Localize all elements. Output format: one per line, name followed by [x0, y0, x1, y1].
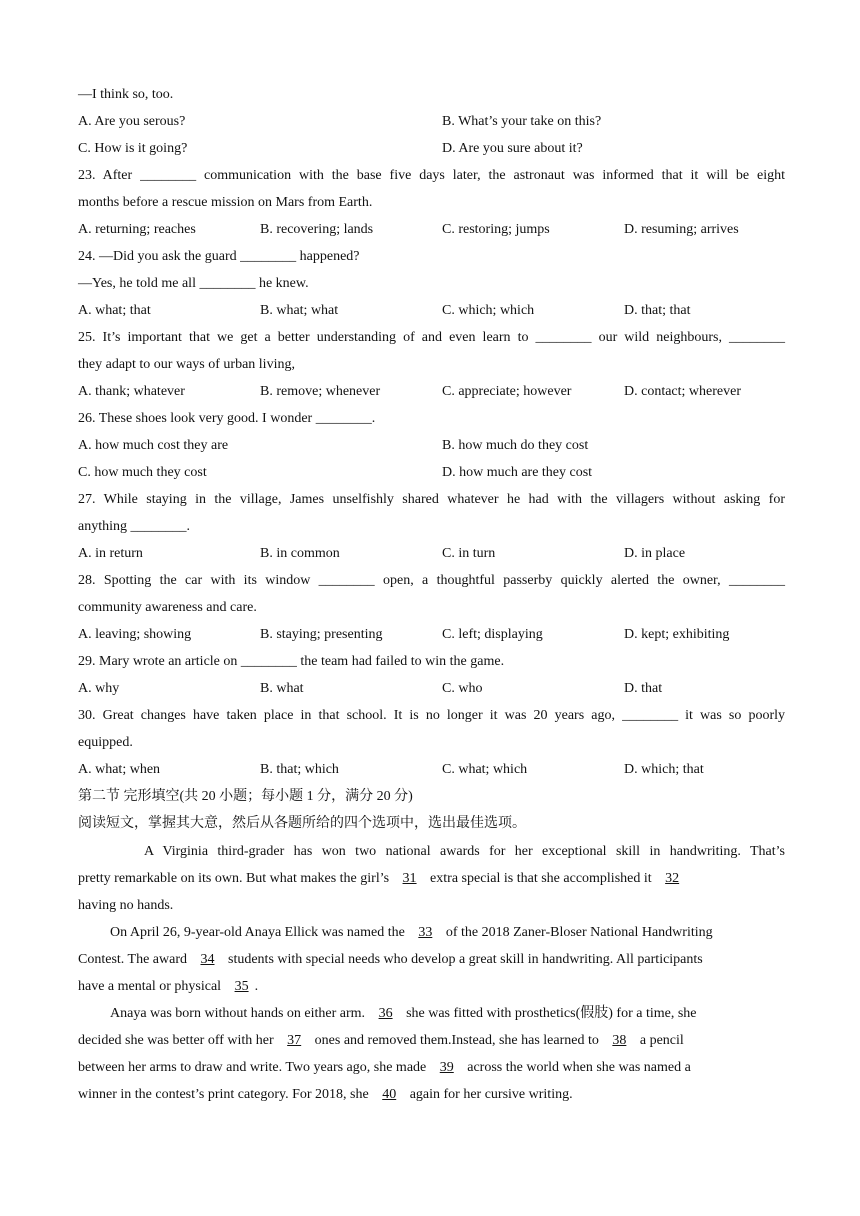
- q29-option-d: D. that: [624, 681, 663, 696]
- q27-option-a: A. in return: [78, 546, 143, 561]
- passage-text: a pencil: [639, 1033, 684, 1048]
- passage-p2-line-1: [110, 923, 785, 943]
- blank-34: 34: [200, 952, 215, 967]
- q24-option-a: A. what; that: [78, 303, 151, 318]
- q25-question-line-2: they adapt to our ways of urban living,: [78, 357, 295, 372]
- q23-option-a: A. returning; reaches: [78, 222, 196, 237]
- q24-question-line-2: —Yes, he told me all ________ he knew.: [78, 276, 309, 291]
- q23-question-line-1: 23. After ________ communication with the base five days later, the astronaut was informed that it will be eight: [78, 168, 785, 183]
- q28-option-a: A. leaving; showing: [78, 627, 192, 642]
- passage-text: Anaya was born without hands on either arm.: [110, 1006, 366, 1021]
- q26-option-a: A. how much cost they are: [78, 438, 229, 453]
- q23-option-c: C. restoring; jumps: [442, 222, 550, 237]
- q29-question-line-1: 29. Mary wrote an article on ________ the team had failed to win the game.: [78, 654, 505, 669]
- q24-option-b: B. what; what: [260, 303, 339, 318]
- q24-option-c: C. which; which: [442, 303, 535, 318]
- q28-option-c: C. left; displaying: [442, 627, 543, 642]
- q22-option-d: D. Are you sure about it?: [442, 141, 583, 156]
- q25-question-line-1: 25. It’s important that we get a better understanding of and even learn to ________ our wild neighbours, ________: [78, 330, 785, 345]
- q23-question-line-2: months before a rescue mission on Mars from Earth.: [78, 195, 373, 210]
- passage-p2-line-2: [78, 950, 785, 970]
- blank-39: 39: [439, 1060, 454, 1075]
- passage-text: pretty remarkable on its own. But what makes the girl’s: [78, 871, 390, 886]
- q28-option-d: D. kept; exhibiting: [624, 627, 730, 642]
- passage-text: between her arms to draw and write. Two years ago, she made: [78, 1060, 427, 1075]
- q30-question-line-2: equipped.: [78, 735, 133, 750]
- blank-37: 37: [287, 1033, 302, 1048]
- q30-option-c: C. what; which: [442, 762, 528, 777]
- q27-option-c: C. in turn: [442, 546, 496, 561]
- passage-text: she was fitted with prosthetics(假肢) for a time, she: [406, 1006, 697, 1021]
- q27-question-line-2: anything ________.: [78, 519, 190, 534]
- blank-36: 36: [378, 1006, 393, 1021]
- q30-option-a: A. what; when: [78, 762, 161, 777]
- q26-question-line-1: 26. These shoes look very good. I wonder ________.: [78, 411, 376, 426]
- passage-text: Contest. The award: [78, 952, 187, 967]
- passage-p3-line-2: [78, 1031, 785, 1051]
- passage-text: winner in the contest’s print category. For 2018, she: [78, 1087, 369, 1102]
- q29-option-a: A. why: [78, 681, 120, 696]
- q30-option-b: B. that; which: [260, 762, 339, 777]
- q26-option-c: C. how much they cost: [78, 465, 207, 480]
- q30-option-d: D. which; that: [624, 762, 704, 777]
- q26-option-b: B. how much do they cost: [442, 438, 589, 453]
- q24-option-d: D. that; that: [624, 303, 691, 318]
- blank-35: 35: [234, 979, 249, 994]
- passage-text: students with special needs who develop a great skill in handwriting. All participants: [228, 952, 703, 967]
- passage-text: across the world when she was named a: [467, 1060, 691, 1075]
- blank-31: 31: [402, 871, 417, 886]
- section-heading: 第二节 完形填空(共 20 小题；每小题 1 分，满分 20 分): [78, 789, 413, 804]
- q23-option-b: B. recovering; lands: [260, 222, 374, 237]
- passage-text: ones and removed them.Instead, she has learned to: [314, 1033, 599, 1048]
- blank-33: 33: [418, 925, 433, 940]
- passage-text: again for her cursive writing.: [409, 1087, 573, 1102]
- section-instruction: 阅读短文，掌握其大意，然后从各题所给的四个选项中，选出最佳选项。: [78, 816, 526, 831]
- q23-option-d: D. resuming; arrives: [624, 222, 739, 237]
- q28-question-line-2: community awareness and care.: [78, 600, 257, 615]
- q29-option-b: B. what: [260, 681, 304, 696]
- passage-text: .: [254, 979, 259, 994]
- q28-option-b: B. staying; presenting: [260, 627, 383, 642]
- passage-p1-line-3: having no hands.: [78, 898, 174, 913]
- q25-option-a: A. thank; whatever: [78, 384, 185, 399]
- q25-option-d: D. contact; wherever: [624, 384, 741, 399]
- q22-option-a: A. Are you serous?: [78, 114, 186, 129]
- q25-option-c: C. appreciate; however: [442, 384, 572, 399]
- q29-option-c: C. who: [442, 681, 483, 696]
- q27-question-line-1: 27. While staying in the village, James unselfishly shared whatever he had with the villagers without asking for: [78, 492, 785, 507]
- q22-answer-line: —I think so, too.: [78, 87, 174, 102]
- blank-32: 32: [665, 871, 680, 886]
- q27-option-b: B. in common: [260, 546, 340, 561]
- passage-p3-line-3: [78, 1058, 785, 1078]
- passage-p1-line-2: [78, 869, 785, 889]
- passage-text: of the 2018 Zaner-Bloser National Handwriting: [445, 925, 713, 940]
- passage-text: extra special is that she accomplished it: [430, 871, 652, 886]
- q27-option-d: D. in place: [624, 546, 686, 561]
- q24-question-line-1: 24. —Did you ask the guard ________ happened?: [78, 249, 360, 264]
- blank-40: 40: [382, 1087, 397, 1102]
- passage-p1-line-1: A Virginia third-grader has won two national awards for her exceptional skill in handwriting. That’s: [144, 844, 785, 859]
- passage-text: On April 26, 9-year-old Anaya Ellick was named the: [110, 925, 405, 940]
- passage-text: decided she was better off with her: [78, 1033, 274, 1048]
- passage-p3-line-1: [110, 1004, 785, 1024]
- passage-p3-line-4: [78, 1085, 785, 1105]
- blank-38: 38: [612, 1033, 627, 1048]
- q28-question-line-1: 28. Spotting the car with its window ________ open, a thoughtful passerby quickly alerted the owner, ________: [78, 573, 785, 588]
- q30-question-line-1: 30. Great changes have taken place in that school. It is no longer it was 20 years ago, ________ it was so poorly: [78, 708, 785, 723]
- q22-option-c: C. How is it going?: [78, 141, 188, 156]
- q22-option-b: B. What’s your take on this?: [442, 114, 602, 129]
- passage-p2-line-3: [78, 977, 785, 997]
- q26-option-d: D. how much are they cost: [442, 465, 593, 480]
- q25-option-b: B. remove; whenever: [260, 384, 381, 399]
- passage-text: have a mental or physical: [78, 979, 222, 994]
